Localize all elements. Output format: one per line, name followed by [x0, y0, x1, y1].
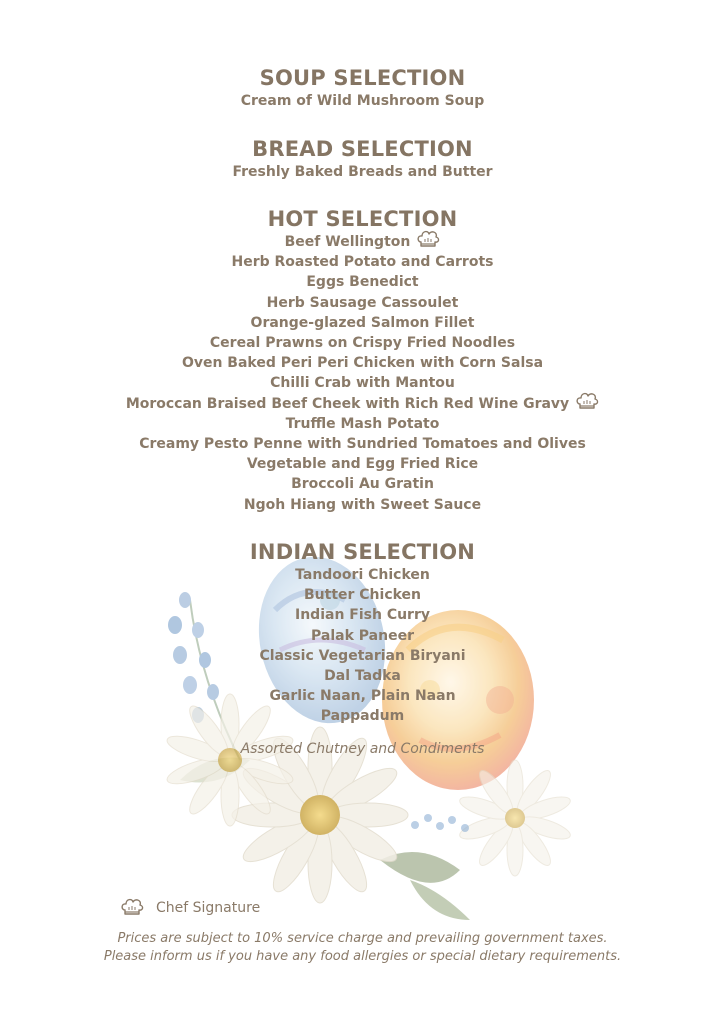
- legend-label: Chef Signature: [156, 900, 261, 916]
- menu-item: Oven Baked Peri Peri Chicken with Corn Salsa: [181, 355, 544, 372]
- menu-item: [0, 394, 725, 414]
- menu-item: Palak Paneer: [311, 627, 414, 644]
- hot-section: [0, 206, 725, 515]
- menu-item: Creamy Pesto Penne with Sundried Tomatoes and Olives: [139, 436, 586, 453]
- hot-heading: HOT SELECTION: [267, 207, 458, 231]
- menu-item: Broccoli Au Gratin: [291, 476, 434, 493]
- indian-section: [0, 539, 725, 727]
- menu-item-label: Beef Wellington: [284, 234, 411, 250]
- menu-item: Vegetable and Egg Fried Rice: [246, 456, 479, 473]
- service-charge-note: Prices are subject to 10% service charge and prevailing government taxes.: [117, 931, 608, 946]
- bread-heading: BREAD SELECTION: [252, 137, 473, 161]
- menu-item: Classic Vegetarian Biryani: [259, 647, 466, 664]
- soup-heading: SOUP SELECTION: [259, 66, 466, 90]
- menu-item: Indian Fish Curry: [295, 607, 430, 624]
- footer: [0, 930, 725, 966]
- soup-section: [0, 65, 725, 111]
- menu-item: Butter Chicken: [303, 587, 422, 604]
- condiments-note: Assorted Chutney and Condiments: [240, 741, 485, 757]
- menu-item: [0, 232, 725, 252]
- menu-item: Dal Tadka: [324, 668, 401, 685]
- menu-item: Garlic Naan, Plain Naan: [269, 688, 456, 705]
- menu-item: Eggs Benedict: [306, 274, 419, 291]
- menu-item: Herb Roasted Potato and Carrots: [231, 254, 494, 271]
- menu-item: Chilli Crab with Mantou: [270, 375, 455, 392]
- menu-item: Tandoori Chicken: [295, 567, 430, 583]
- menu-item: Truffle Mash Potato: [285, 415, 440, 432]
- menu-item-label: Moroccan Braised Beef Cheek with Rich Red Wine Gravy: [125, 395, 570, 412]
- indian-heading: INDIAN SELECTION: [249, 540, 476, 564]
- chef-hat-icon: [575, 392, 599, 412]
- chef-hat-icon: [416, 230, 440, 250]
- menu-item: Freshly Baked Breads and Butter: [232, 164, 493, 180]
- allergy-note: Please inform us if you have any food allergies or special dietary requirements.: [103, 949, 622, 964]
- menu-item: Cereal Prawns on Crispy Fried Noodles: [209, 335, 516, 352]
- menu-item: Pappadum: [320, 708, 405, 725]
- menu-item: Ngoh Hiang with Sweet Sauce: [243, 496, 482, 513]
- menu-item: Herb Sausage Cassoulet: [266, 294, 459, 311]
- menu-item: Cream of Wild Mushroom Soup: [240, 93, 485, 109]
- bread-section: [0, 136, 725, 182]
- blue-berries: [411, 814, 469, 832]
- menu-item: Orange-glazed Salmon Fillet: [250, 314, 475, 331]
- legend: [120, 898, 260, 918]
- chef-hat-icon: [120, 898, 144, 918]
